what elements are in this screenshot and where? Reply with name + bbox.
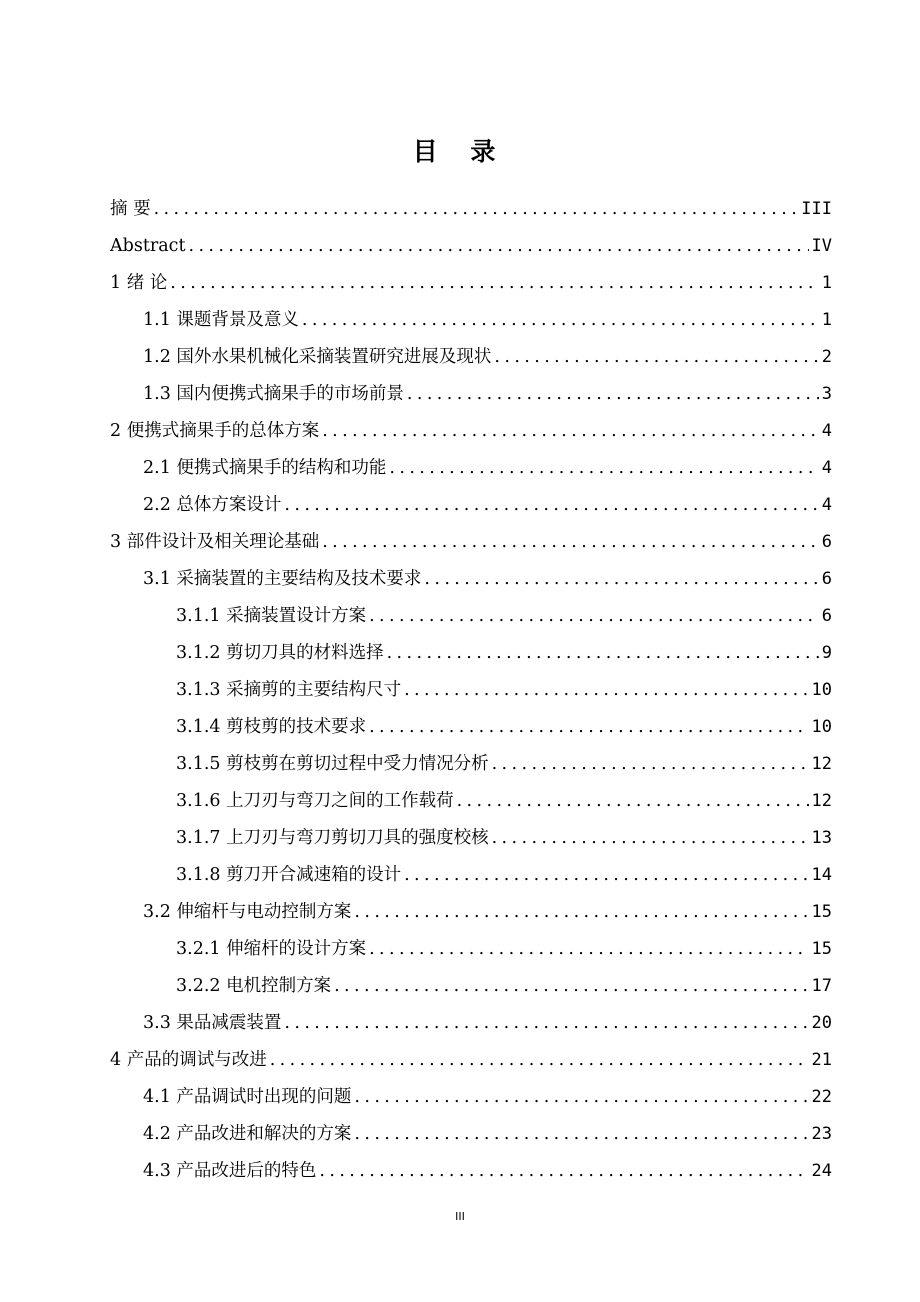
toc-entry[interactable]: [143, 1119, 832, 1149]
toc-entry-label: 1.2 国外水果机械化采摘装置研究进展及现状: [143, 347, 492, 367]
toc-title: 目 录: [412, 137, 508, 166]
dot-leader: [369, 934, 808, 964]
toc-entry-label: 3.2 伸缩杆与电动控制方案: [143, 902, 352, 922]
toc-entry[interactable]: [143, 564, 832, 594]
toc-entry[interactable]: [143, 897, 832, 927]
toc-entry-label: 3 部件设计及相关理论基础: [110, 532, 320, 552]
toc-entry[interactable]: [176, 786, 832, 816]
dot-leader: [322, 416, 819, 446]
toc-entry-page: 6: [821, 569, 832, 589]
toc-entry[interactable]: [143, 305, 832, 335]
dot-leader: [389, 453, 818, 483]
toc-entry-label: 2.1 便携式摘果手的结构和功能: [143, 458, 387, 478]
dot-leader: [354, 1082, 808, 1112]
dot-leader: [494, 342, 818, 372]
toc-entry[interactable]: [110, 1045, 832, 1075]
toc-entry[interactable]: [110, 416, 832, 446]
toc-entry-label: 3.1 采摘装置的主要结构及技术要求: [143, 569, 422, 589]
toc-entry-page: 4: [821, 421, 832, 441]
toc-entry-page: 6: [821, 532, 832, 552]
toc-entry-label: Abstract: [110, 236, 186, 256]
toc-entry-label: 4.1 产品调试时出现的问题: [143, 1087, 352, 1107]
toc-entry-page: IV: [811, 236, 832, 256]
toc-entry-page: 23: [811, 1124, 832, 1144]
dot-leader: [387, 638, 819, 668]
toc-entry[interactable]: [143, 1156, 832, 1186]
toc-entry-label: 3.1.5 剪枝剪在剪切过程中受力情况分析: [176, 754, 489, 774]
dot-leader: [354, 897, 808, 927]
dot-leader: [354, 1119, 808, 1149]
toc-entry-page: 1: [821, 273, 832, 293]
toc-entry[interactable]: [176, 749, 832, 779]
toc-entry-page: 14: [811, 865, 832, 885]
dot-leader: [404, 860, 808, 890]
dot-leader: [369, 712, 808, 742]
toc-entry[interactable]: [176, 675, 832, 705]
toc-entry-page: 17: [811, 976, 832, 996]
dot-leader: [369, 601, 819, 631]
toc-entry-page: 15: [811, 939, 832, 959]
toc-entry-label: 3.1.2 剪切刀具的材料选择: [176, 643, 384, 663]
dot-leader: [189, 231, 809, 261]
toc-entry[interactable]: [143, 379, 832, 409]
toc-entry[interactable]: [143, 490, 832, 520]
dot-leader: [322, 527, 819, 557]
toc-entry-page: 4: [821, 458, 832, 478]
toc-entry-page: 10: [811, 680, 832, 700]
page-footer-number: III: [455, 1210, 465, 1223]
toc-entry-label: 2 便携式摘果手的总体方案: [110, 421, 320, 441]
dot-leader: [284, 490, 818, 520]
toc-entry-page: 4: [821, 495, 832, 515]
dot-leader: [154, 194, 799, 224]
toc-entry-page: III: [801, 199, 832, 219]
toc-entry-label: 摘 要: [110, 199, 151, 219]
dot-leader: [407, 379, 819, 409]
toc-entry[interactable]: [143, 453, 832, 483]
toc-entry-page: 22: [811, 1087, 832, 1107]
toc-entry-label: 3.1.4 剪枝剪的技术要求: [176, 717, 367, 737]
toc-entry[interactable]: [176, 712, 832, 742]
toc-entry-page: 9: [821, 643, 832, 663]
toc-entry[interactable]: [143, 342, 832, 372]
toc-entry-label: 3.2.2 电机控制方案: [176, 976, 332, 996]
toc-entry[interactable]: [110, 527, 832, 557]
dot-leader: [404, 675, 808, 705]
toc-entry-page: 20: [811, 1013, 832, 1033]
toc-entry-page: 12: [811, 754, 832, 774]
toc-entry-label: 3.2.1 伸缩杆的设计方案: [176, 939, 367, 959]
toc-entry[interactable]: [176, 601, 832, 631]
toc-entry[interactable]: [143, 1008, 832, 1038]
toc-entry-page: 15: [811, 902, 832, 922]
dot-leader: [302, 305, 819, 335]
toc-entry-label: 3.1.7 上刀刃与弯刀剪切刀具的强度校核: [176, 828, 489, 848]
toc-entry[interactable]: [110, 231, 832, 261]
toc-entry-page: 13: [811, 828, 832, 848]
toc-entry-page: 3: [821, 384, 832, 404]
dot-leader: [492, 823, 809, 853]
toc-entry-page: 21: [811, 1050, 832, 1070]
toc-entry-label: 1 绪 论: [110, 273, 168, 293]
dot-leader: [457, 786, 809, 816]
toc-entry[interactable]: [176, 638, 832, 668]
toc-entry[interactable]: [110, 268, 832, 298]
dot-leader: [424, 564, 818, 594]
toc-entry-label: 1.1 课题背景及意义: [143, 310, 299, 330]
toc-entry-label: 4.2 产品改进和解决的方案: [143, 1124, 352, 1144]
toc-entry-label: 3.1.6 上刀刃与弯刀之间的工作载荷: [176, 791, 454, 811]
dot-leader: [319, 1156, 808, 1186]
dot-leader: [284, 1008, 808, 1038]
toc-entry-page: 12: [811, 791, 832, 811]
toc-entry-label: 4.3 产品改进后的特色: [143, 1161, 317, 1181]
toc-entry[interactable]: [176, 971, 832, 1001]
toc-entry[interactable]: [110, 194, 832, 224]
dot-leader: [170, 268, 818, 298]
toc-entry-label: 3.3 果品减震装置: [143, 1013, 282, 1033]
toc-entry-label: 2.2 总体方案设计: [143, 495, 282, 515]
toc-entry-label: 1.3 国内便携式摘果手的市场前景: [143, 384, 404, 404]
toc-entry-page: 1: [821, 310, 832, 330]
toc-entry-page: 6: [821, 606, 832, 626]
toc-entry-label: 3.1.1 采摘装置设计方案: [176, 606, 367, 626]
toc-entry-label: 3.1.3 采摘剪的主要结构尺寸: [176, 680, 402, 700]
toc-entry[interactable]: [176, 823, 832, 853]
toc-entry-page: 10: [811, 717, 832, 737]
toc-entry[interactable]: [143, 1082, 832, 1112]
toc-entry-page: 2: [821, 347, 832, 367]
toc-entry[interactable]: [176, 934, 832, 964]
toc-entry-page: 24: [811, 1161, 832, 1181]
dot-leader: [334, 971, 808, 1001]
toc-entry-label: 4 产品的调试与改进: [110, 1050, 267, 1070]
dot-leader: [492, 749, 809, 779]
toc-entry-label: 3.1.8 剪刀开合减速箱的设计: [176, 865, 402, 885]
toc-entry[interactable]: [176, 860, 832, 890]
dot-leader: [270, 1045, 809, 1075]
